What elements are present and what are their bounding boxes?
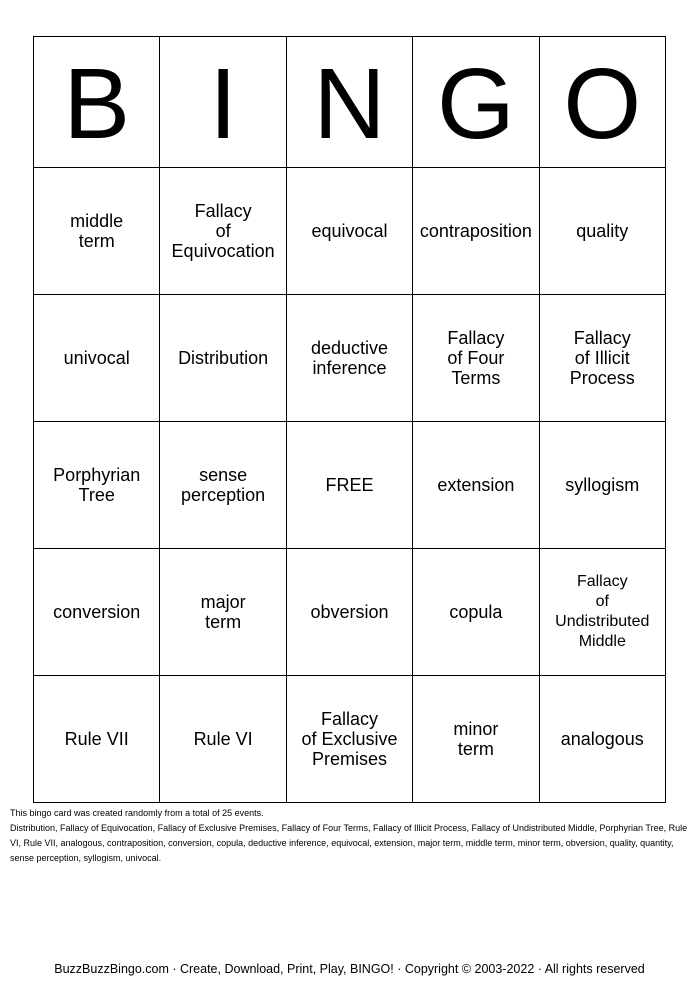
- bingo-cell: Rule VI: [160, 676, 286, 803]
- card-info-events: Distribution, Fallacy of Equivocation, Fallacy of Exclusive Premises, Fallacy of Four Terms, Fallacy of Illicit Process, Fallacy of Undistributed Middle, Porphyrian Tree, Rule VI, Rule VII, analogous, contraposition, conversion, copula, deductive inference, equivocal, extension, major term, middle term, minor term, obversion, quality, quantity, sense perception, syllogism, univocal.: [10, 823, 688, 863]
- bingo-cell: Rule VII: [34, 676, 160, 803]
- header-letter-b: B: [34, 37, 160, 168]
- bingo-row: [34, 168, 666, 295]
- bingo-cell: Porphyrian Tree: [34, 422, 160, 549]
- header-letter-o: O: [539, 37, 665, 168]
- bingo-cell: extension: [413, 422, 539, 549]
- bingo-cell: major term: [160, 549, 286, 676]
- bingo-cell: Fallacy of Illicit Process: [539, 295, 665, 422]
- bingo-row: [34, 422, 666, 549]
- bingo-cell: deductive inference: [286, 295, 412, 422]
- bingo-row: [34, 295, 666, 422]
- bingo-cell: Fallacy of Four Terms: [413, 295, 539, 422]
- bingo-row: [34, 549, 666, 676]
- header-letter-n: N: [286, 37, 412, 168]
- free-cell: FREE: [286, 422, 412, 549]
- bingo-cell: Fallacy of Exclusive Premises: [286, 676, 412, 803]
- bingo-cell: univocal: [34, 295, 160, 422]
- bingo-cell: Fallacy of Undistributed Middle: [539, 549, 665, 676]
- bingo-cell: contraposition: [413, 168, 539, 295]
- bingo-header-row: [34, 37, 666, 168]
- card-info-summary: This bingo card was created randomly from a total of 25 events.: [10, 808, 264, 818]
- bingo-cell: Fallacy of Equivocation: [160, 168, 286, 295]
- bingo-cell: minor term: [413, 676, 539, 803]
- bingo-card: [33, 36, 666, 803]
- bingo-cell: sense perception: [160, 422, 286, 549]
- bingo-cell: middle term: [34, 168, 160, 295]
- bingo-row: [34, 676, 666, 803]
- bingo-cell: analogous: [539, 676, 665, 803]
- header-letter-i: I: [160, 37, 286, 168]
- bingo-cell: equivocal: [286, 168, 412, 295]
- card-info: [10, 806, 690, 866]
- bingo-cell: quality: [539, 168, 665, 295]
- bingo-cell: obversion: [286, 549, 412, 676]
- bingo-cell: syllogism: [539, 422, 665, 549]
- footer-copyright: BuzzBuzzBingo.com · Create, Download, Print, Play, BINGO! · Copyright © 2003-2022 · All rights reserved: [54, 962, 645, 976]
- bingo-cell: conversion: [34, 549, 160, 676]
- bingo-cell: Distribution: [160, 295, 286, 422]
- header-letter-g: G: [413, 37, 539, 168]
- bingo-cell: copula: [413, 549, 539, 676]
